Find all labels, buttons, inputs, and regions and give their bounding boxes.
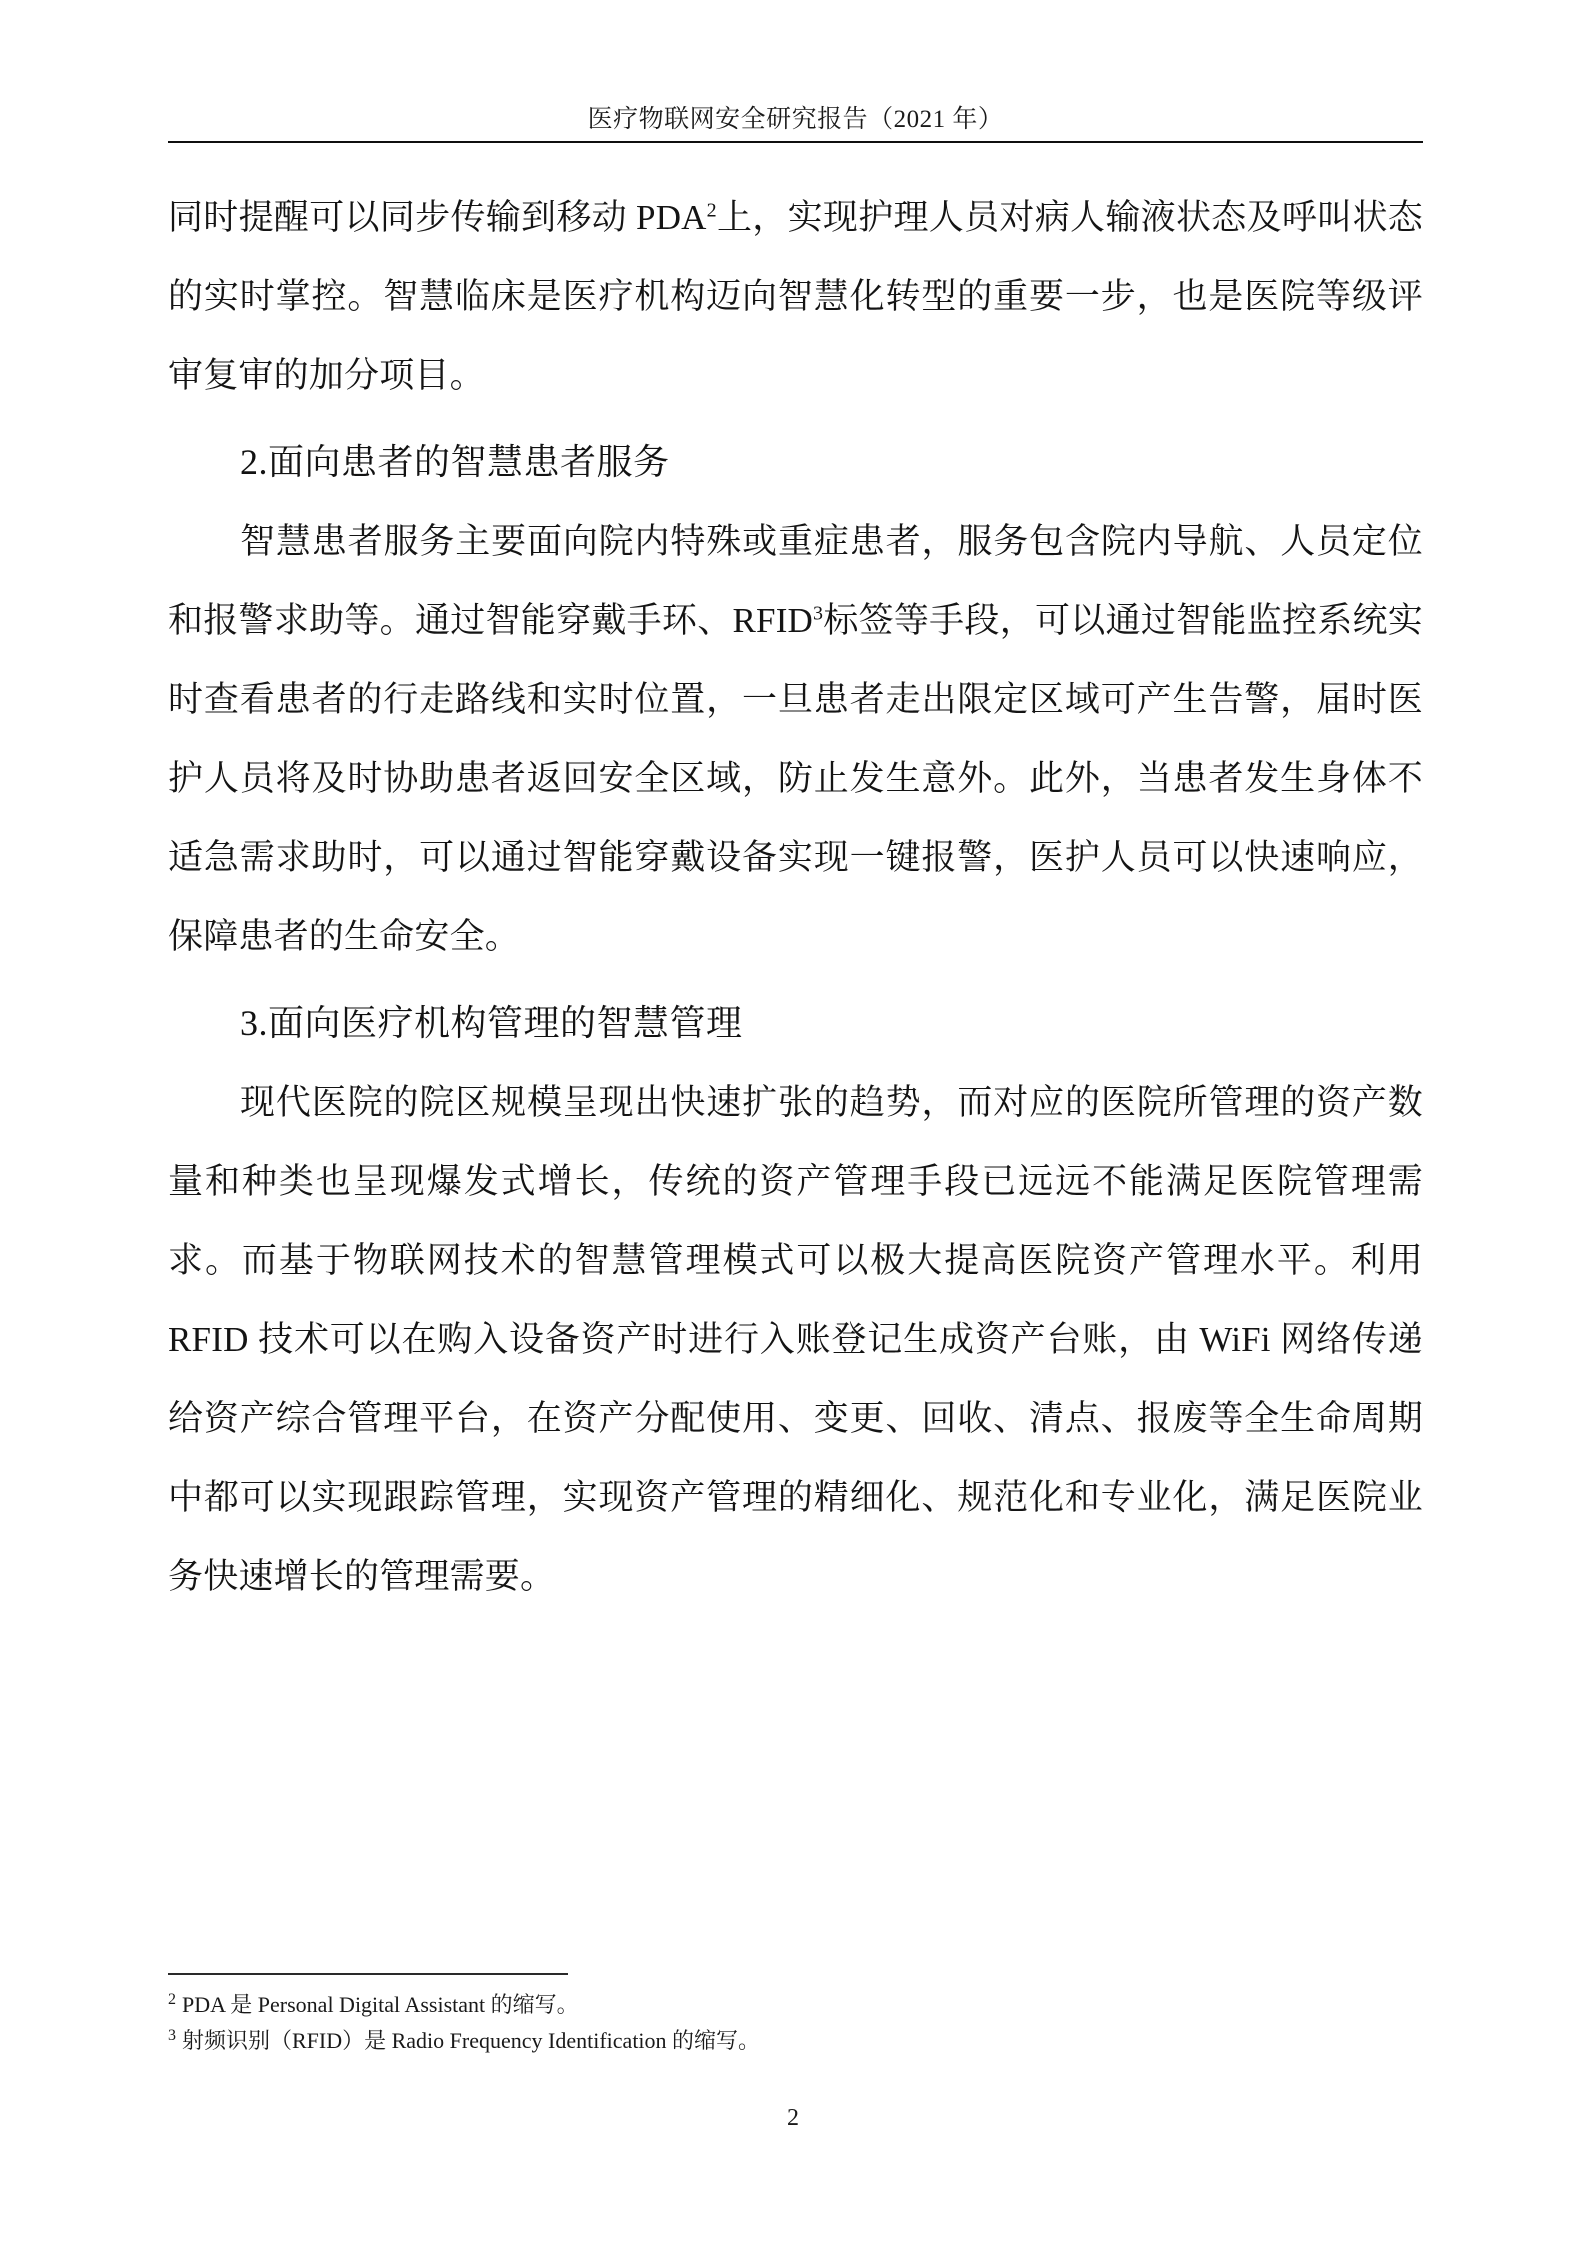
spacer — [168, 976, 1423, 984]
paragraph-2-part-b: 标签等手段，可以通过智能监控系统实时查看患者的行走路线和实时位置，一旦患者走出限定区域可产生告警，届时医护人员将及时协助患者返回安全区域，防止发生意外。此外，当患者发生身体不适急需求助时，可以通过智能穿戴设备实现一键报警，医护人员可以快速响应，保障患者的生命安全。 — [168, 601, 1423, 956]
footnote-text: PDA 是 Personal Digital Assistant 的缩写。 — [182, 1992, 579, 2017]
footnote-ref-3[interactable]: 3 — [813, 602, 824, 625]
footnote-divider — [168, 1973, 568, 1975]
page-number: 2 — [787, 2105, 799, 2131]
paragraph-continuation — [168, 178, 1423, 415]
paragraph-1-lead: 同时提醒可以同步传输到移动 PDA — [168, 198, 707, 237]
heading-section-2: 2.面向患者的智慧患者服务 — [240, 442, 670, 482]
footnote-area — [168, 1973, 1423, 2059]
heading-section-3: 3.面向医疗机构管理的智慧管理 — [240, 1003, 743, 1043]
footnote-item — [168, 2023, 1423, 2059]
footnote-ref-2[interactable]: 2 — [706, 199, 717, 222]
footnote-marker: 3 — [168, 2026, 176, 2044]
page-body — [168, 178, 1423, 1616]
spacer — [168, 415, 1423, 423]
page-header — [168, 104, 1423, 143]
paragraph-section-2 — [168, 502, 1423, 976]
running-title: 医疗物联网安全研究报告（2021 年） — [587, 106, 1004, 133]
footnote-text: 射频识别（RFID）是 Radio Frequency Identification 的缩写。 — [182, 2028, 761, 2053]
paragraph-2-part-a: 智慧患者服务主要面向院内特殊或重症患者，服务包含院内导航、人员定位和报警求助等。通过智能穿戴手环、RFID — [168, 522, 1423, 640]
footnote-item — [168, 1987, 1423, 2023]
paragraph-section-3: 现代医院的院区规模呈现出快速扩张的趋势，而对应的医院所管理的资产数量和种类也呈现爆发式增长，传统的资产管理手段已远远不能满足医院管理需求。而基于物联网技术的智慧管理模式可以极大提高医院资产管理水平。利用 RFID 技术可以在购入设备资产时进行入账登记生成资产台账，由 WiFi 网络传递给资产综合管理平台，在资产分配使用、变更、回收、清点、报废等全生命周期中都可以实现跟踪管理，实现资产管理的精细化、规范化和专业化，满足医院业务快速增长的管理需要。 — [168, 1083, 1423, 1596]
header-divider — [168, 141, 1423, 143]
paragraph-1-rest: 上，实现护理人员对病人输液状态及呼叫状态的实时掌控。智慧临床是医疗机构迈向智慧化转型的重要一步，也是医院等级评审复审的加分项目。 — [168, 198, 1423, 395]
footnote-marker: 2 — [168, 1990, 176, 2008]
